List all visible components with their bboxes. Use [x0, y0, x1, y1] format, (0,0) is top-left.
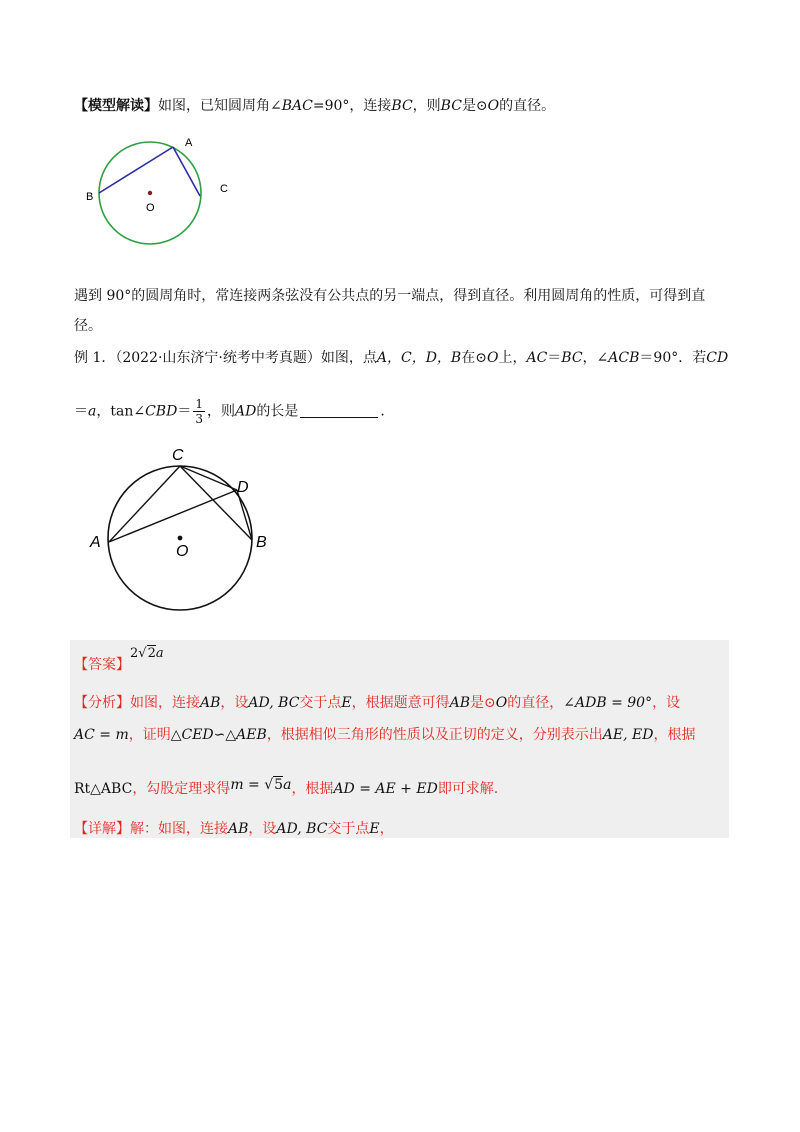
answer-blank: [300, 403, 378, 418]
label-c: C: [220, 183, 228, 195]
label-b: B: [256, 534, 267, 551]
fraction-one-third: $\frac{1}{3}$: [195, 397, 203, 426]
segment-ca: [109, 466, 180, 542]
label-o: O: [176, 543, 189, 560]
answer-label: 【答案】: [74, 657, 130, 673]
analysis-line-1: 【分析】如图，连接AB，设AD, BC交于点E，根据题意可得AB是⊙O的直径，∠ADB = 90°，设: [74, 695, 681, 711]
answer-line: [74, 644, 164, 675]
detail-line: 【详解】解：如图，连接AB，设AD, BC交于点E，: [74, 821, 394, 837]
chord-ba: [99, 147, 173, 193]
figure-2-circle-diagram: [84, 440, 284, 620]
segment-ad: [109, 490, 237, 542]
analysis-line-3: Rt△ABC，勾股定理求得m = √5a，根据AD = AE + ED即可求解.: [74, 777, 499, 797]
body-line-2: 径。: [74, 318, 102, 334]
label-d: D: [237, 479, 249, 496]
m-value: m = √5a: [230, 777, 292, 793]
center-point: [148, 191, 152, 195]
body-line-1: 遇到 90°的圆周角时，常连接两条弦没有公共点的另一端点，得到直径。利用圆周角的性质，可得到直: [74, 288, 706, 304]
center-point: [178, 536, 183, 541]
detail-label: 【详解】: [74, 821, 130, 837]
label-a: A: [185, 137, 193, 149]
label-o: O: [146, 202, 155, 214]
model-tag: 【模型解读】: [74, 98, 158, 114]
label-c: C: [172, 447, 184, 464]
intro-paragraph: 【模型解读】如图，已知圆周角∠BAC=90°，连接BC，则BC是⊙O的直径。: [74, 98, 556, 114]
example-line-2: ＝a，tan∠CBD＝ $\frac{1}{3}$ ，则AD的长是 .: [74, 397, 385, 426]
figure-1-circle-diagram: [78, 130, 248, 260]
analysis-label: 【分析】: [74, 695, 130, 711]
segment-cd: [180, 466, 237, 490]
example-line-1: 例 1．（2022·山东济宁·统考中考真题）如图，点A，C，D，B在⊙O上，AC＝BC，∠ACB＝90°．若CD: [74, 350, 729, 366]
analysis-line-2: AC = m，证明△CED∽△AEB，根据相似三角形的性质以及正切的定义，分别表示出AE, ED，根据: [74, 727, 696, 743]
answer-value: 2√2a: [130, 646, 164, 661]
label-b: B: [86, 191, 94, 203]
label-a: A: [90, 534, 101, 551]
